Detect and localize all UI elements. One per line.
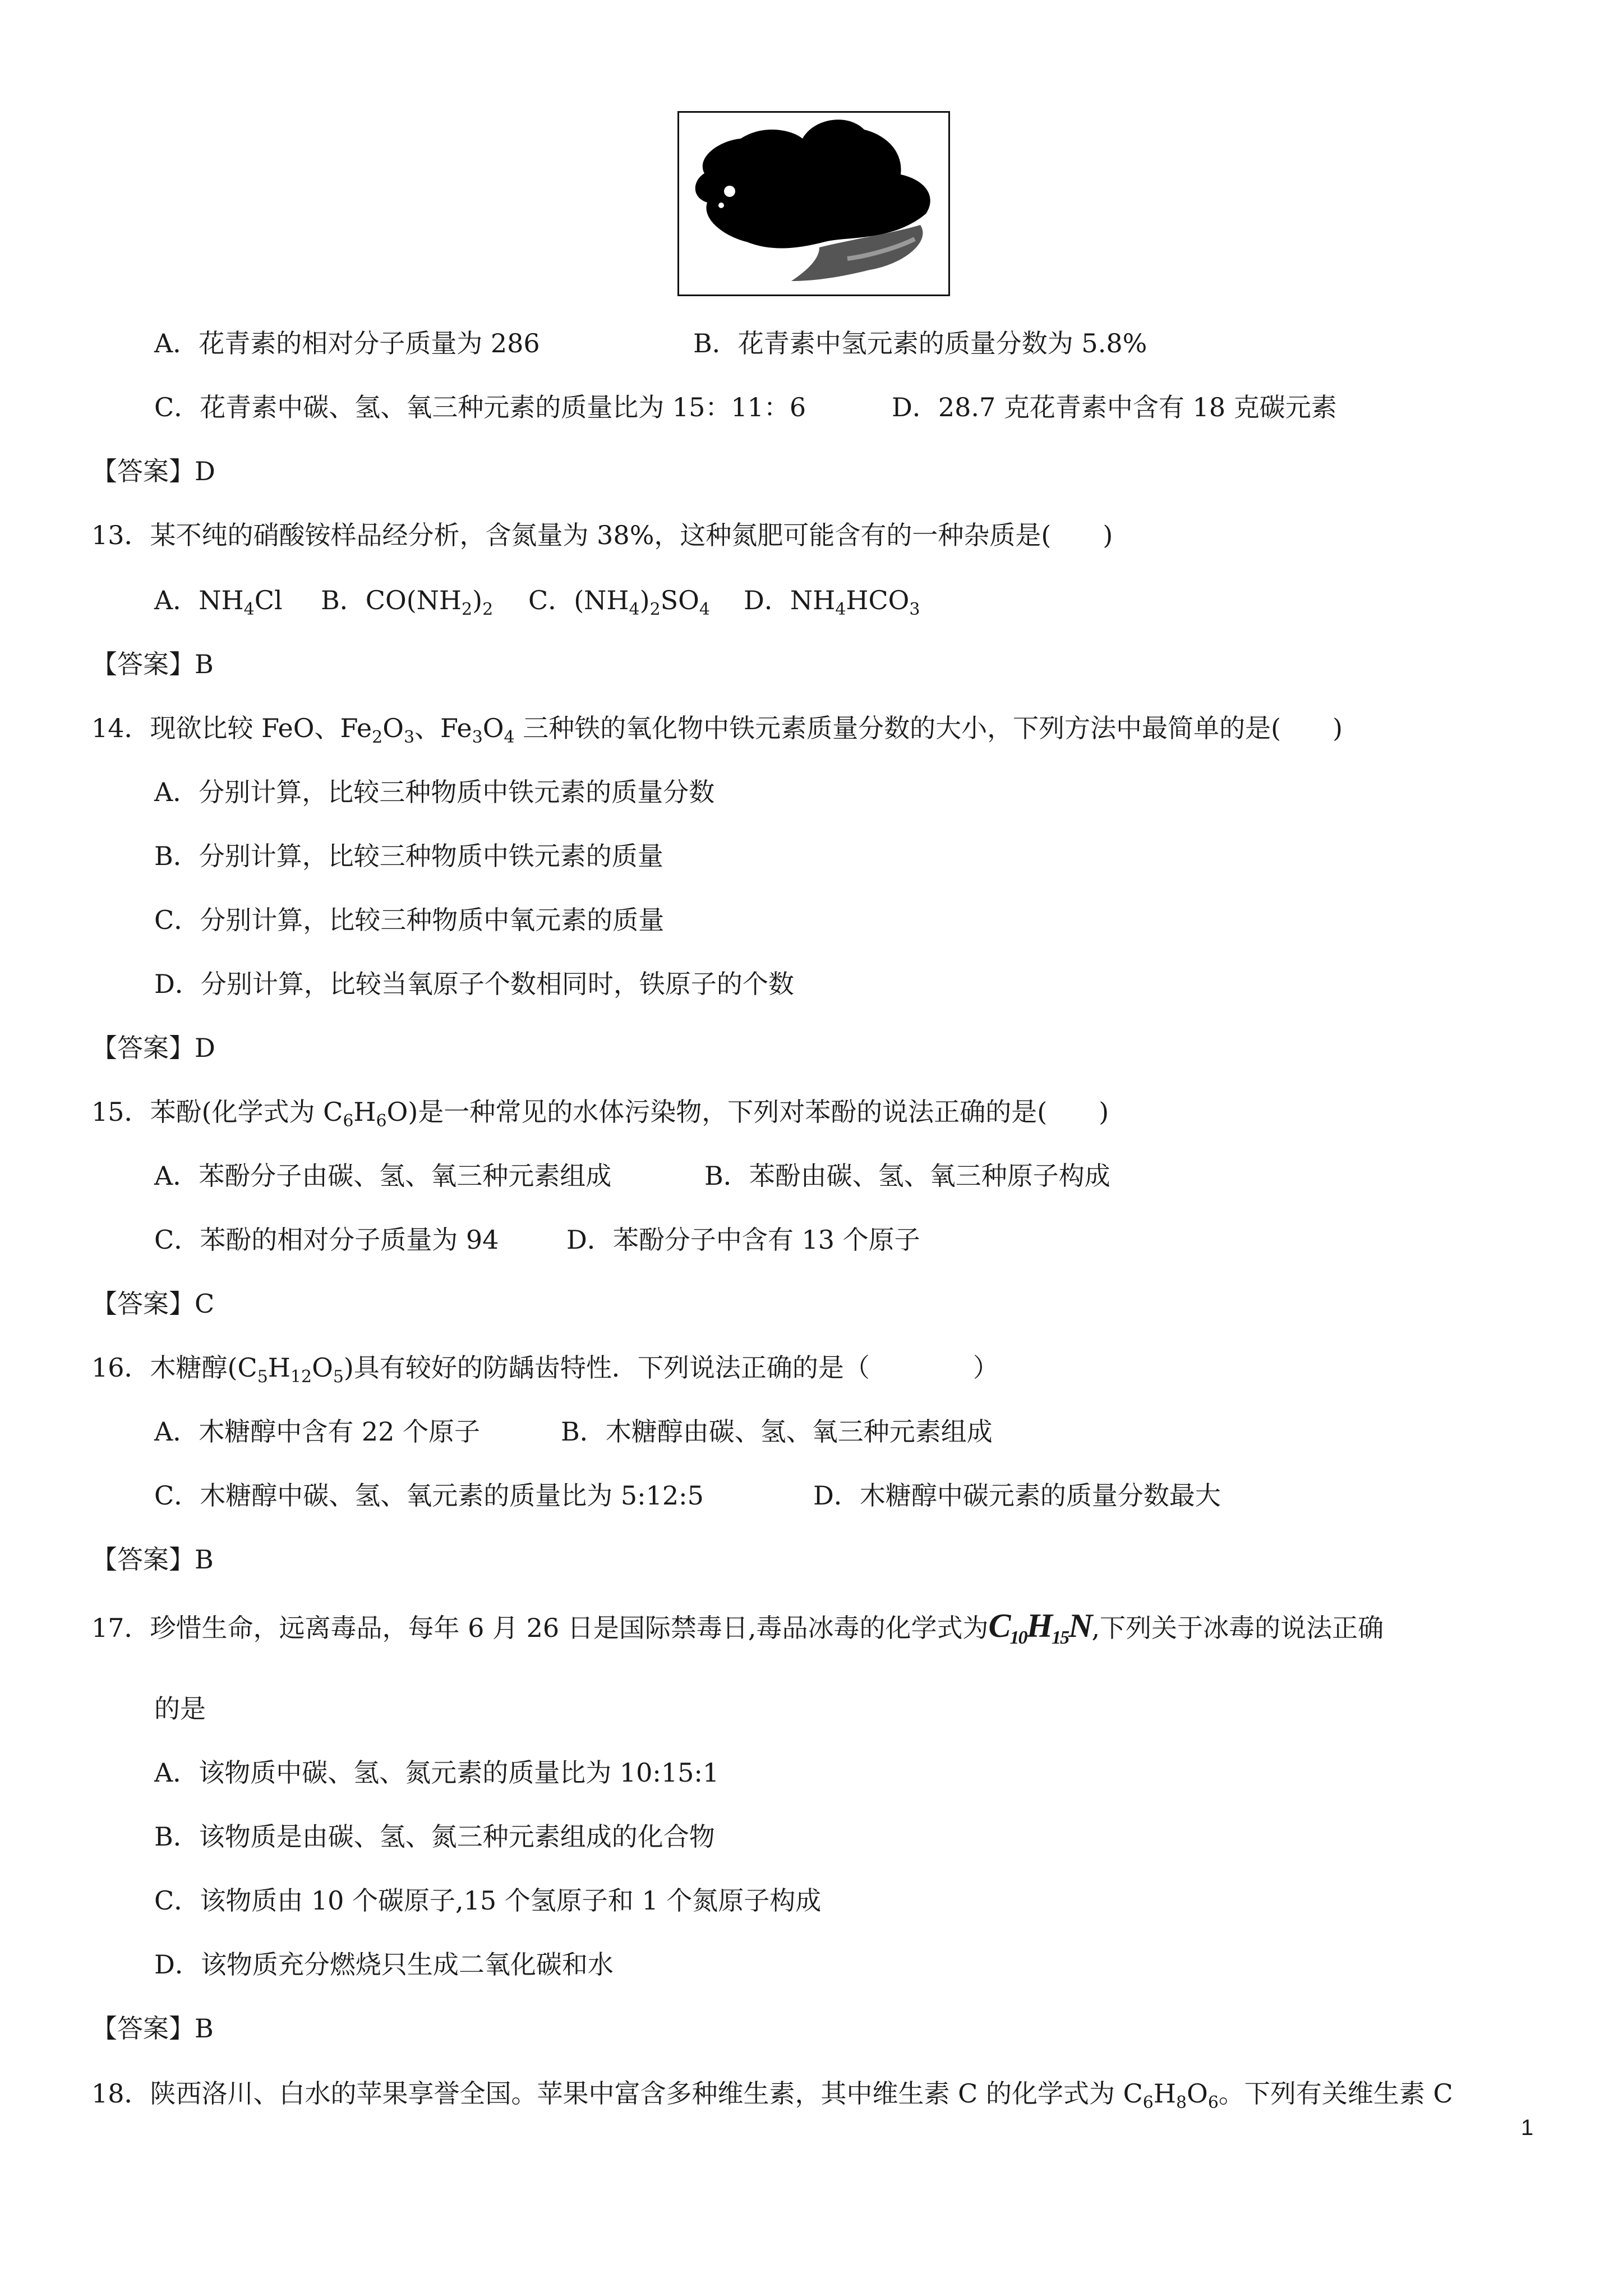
q13-answer: [91, 647, 214, 681]
q12-option-b: B．花青素中氢元素的质量分数为 5.8%: [693, 328, 1147, 358]
q13-option-a: A．$NH_4Cl$: [154, 585, 283, 619]
q12-option-d: D．28.7 克花青素中含有 18 克碳元素: [892, 392, 1337, 422]
answer-value: C: [195, 1289, 215, 1319]
q15-option-b: B．苯酚由碳、氢、氧三种原子构成: [704, 1161, 1110, 1191]
q16-answer: [91, 1543, 214, 1576]
q16-stem: 16．木糖醇$(C_5H_{12}O_5)$具有较好的防龋齿特性．下列说法正确的是（ ）: [91, 1352, 999, 1387]
q17-stem-continued: 的是: [154, 1694, 206, 1724]
q15-option-d: D．苯酚分子中含有 13 个原子: [566, 1225, 920, 1255]
q17-option-c: C．该物质由 10 个碳原子,15 个氢原子和 1 个氮原子构成: [154, 1885, 822, 1916]
q12-option-a: A．花青素的相对分子质量为 286: [154, 328, 540, 358]
answer-value: D: [195, 456, 215, 486]
answer-label: 【答案】: [91, 456, 195, 486]
molecule-model-image: [679, 113, 948, 295]
methamphetamine-formula: $C_{10}H_{15}N$: [988, 1607, 1092, 1648]
q13-stem: 13．某不纯的硝酸铵样品经分析，含氮量为 38%，这种氮肥可能含有的一种杂质是( ): [91, 520, 1113, 550]
answer-value: B: [195, 649, 214, 679]
q13-option-d: D．$NH_4HCO_3$: [744, 585, 920, 619]
answer-value: B: [195, 1544, 214, 1575]
answer-label: 【答案】: [91, 649, 195, 679]
page-number: 1: [1521, 2115, 1534, 2140]
q17-option-b: B．该物质是由碳、氢、氮三种元素组成的化合物: [154, 1821, 715, 1852]
q16-option-c: C．木糖醇中碳、氢、氧元素的质量比为 5:12:5: [154, 1480, 704, 1511]
answer-label: 【答案】: [91, 1544, 195, 1575]
q13-option-b: B．$CO(NH_2)_2$: [321, 585, 494, 619]
molecule-figure: [677, 111, 950, 296]
q17-answer: [91, 2012, 214, 2045]
q14-option-b: B．分别计算，比较三种物质中铁元素的质量: [154, 841, 663, 871]
q15-answer: [91, 1287, 214, 1320]
q15-stem: 15．苯酚(化学式为 $C_6H_6O$)是一种常见的水体污染物，下列对苯酚的说法正确的是( ): [91, 1097, 1109, 1131]
q16-option-a: A．木糖醇中含有 22 个原子: [154, 1416, 480, 1447]
q15-option-a: A．苯酚分子由碳、氢、氧三种元素组成: [154, 1161, 612, 1191]
q14-option-c: C．分别计算，比较三种物质中氧元素的质量: [154, 905, 665, 935]
answer-label: 【答案】: [91, 2013, 195, 2044]
q14-option-a: A．分别计算，比较三种物质中铁元素的质量分数: [154, 777, 715, 807]
q15-option-c: C．苯酚的相对分子质量为 94: [154, 1225, 499, 1255]
q12-answer: [91, 454, 215, 488]
q14-answer: [91, 1031, 215, 1065]
answer-value: D: [195, 1033, 215, 1063]
q17-stem: 17．珍惜生命，远离毒品，每年 6 月 26 日是国际禁毒日,毒品冰毒的化学式为$C_{10}H_{15}N$,下列关于冰毒的说法正确: [91, 1607, 1384, 1648]
q14-stem: 14．现欲比较 FeO、$Fe_2O_3$、$Fe_3O_4$ 三种铁的氧化物中铁元素质量分数的大小，下列方法中最简单的是( ): [91, 713, 1343, 747]
answer-label: 【答案】: [91, 1289, 195, 1319]
q16-option-b: B．木糖醇由碳、氢、氧三种元素组成: [561, 1416, 993, 1447]
q18-stem: 18．陕西洛川、白水的苹果享誉全国。苹果中富含多种维生素，其中维生素 C 的化学式为 $C_6H_8O_6$。下列有关维生素 C: [91, 2078, 1453, 2113]
q17-option-a: A．该物质中碳、氢、氮元素的质量比为 10:15:1: [154, 1757, 720, 1788]
q12-option-c: C．花青素中碳、氢、氧三种元素的质量比为 15：11：6: [154, 392, 806, 422]
answer-label: 【答案】: [91, 1033, 195, 1063]
q17-option-d: D．该物质充分燃烧只生成二氧化碳和水: [154, 1949, 614, 1980]
answer-value: B: [195, 2013, 214, 2044]
q14-option-d: D．分别计算，比较当氧原子个数相同时，铁原子的个数: [154, 969, 794, 999]
q16-option-d: D．木糖醇中碳元素的质量分数最大: [813, 1480, 1221, 1511]
q13-option-c: C．$(NH_4)_2SO_4$: [528, 585, 710, 619]
